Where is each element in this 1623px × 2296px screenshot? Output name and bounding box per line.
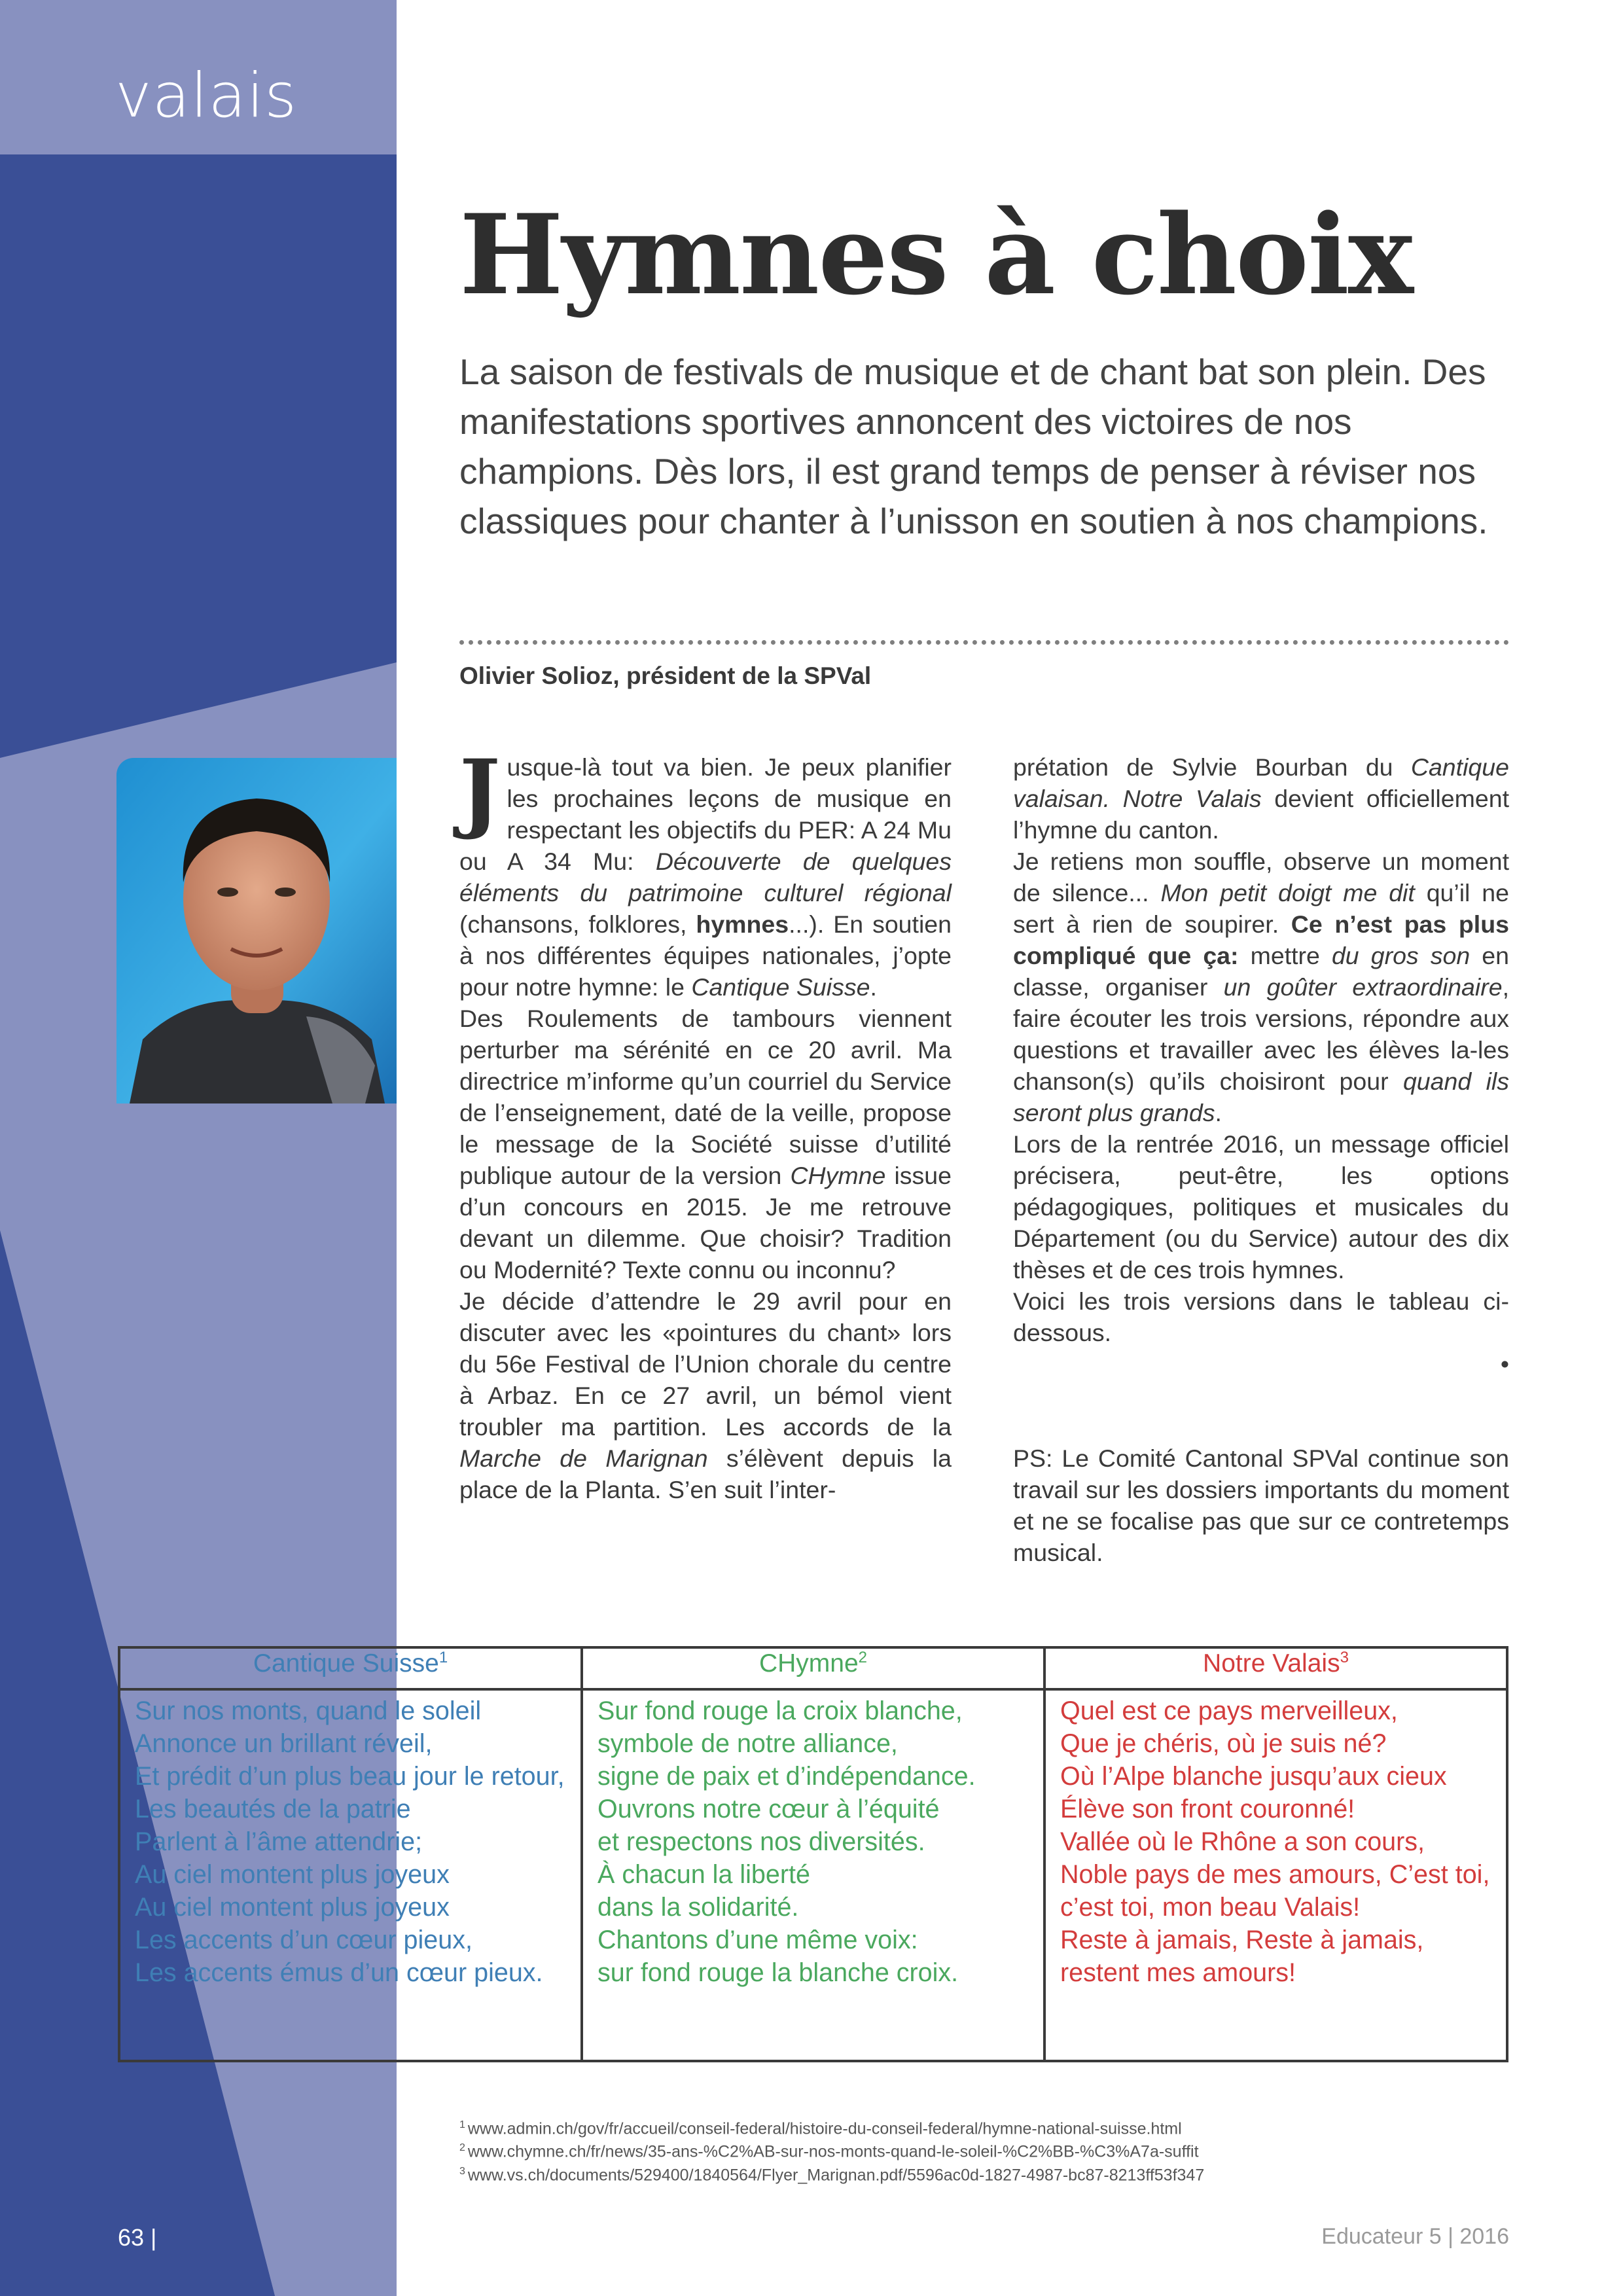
lyrics-notre-valais xyxy=(1044,1689,1507,2061)
article-column-1 xyxy=(459,741,952,1505)
lyric-line: signe de paix et d’indépendance. xyxy=(597,1762,976,1791)
footnote-ref: 1 xyxy=(438,1649,448,1666)
end-of-article-mark: • xyxy=(1500,1350,1509,1378)
text-run: qu’il ne sert à rien de soupirer. xyxy=(1013,879,1509,938)
paragraph: Lors de la rentrée 2016, un message officiel précisera, peut-être, les options pédagogiques, politiques et musicales du Département (ou du Service) autour des dix thèses et de ces trois hymnes. xyxy=(1013,1130,1509,1283)
paragraph xyxy=(1013,751,1509,846)
text-run: . xyxy=(870,973,877,1001)
lyric-line: Reste à jamais, Reste à jamais, restent mes amours! xyxy=(1060,1926,1424,1987)
footnote-link[interactable]: www.vs.ch/documents/529400/1840564/Flyer_Marignan.pdf/5596ac0d-1827-4987-bc87-8213ff53f347 xyxy=(467,2165,1205,2184)
lyric-line: Où l’Alpe blanche jusqu’aux cieux xyxy=(1060,1762,1447,1791)
text-run: issue d’un concours en 2015. Je me retrouve devant un dilemme. Que choisir? Tradition ou Modernité? Texte connu ou inconnu? xyxy=(459,1162,952,1283)
lyrics-chymne xyxy=(582,1689,1044,2061)
text-run: s’élèvent depuis la place de la Planta. S’en suit l’inter- xyxy=(459,1444,952,1503)
lyric-line: Noble pays de mes amours, C’est toi, c’est toi, mon beau Valais! xyxy=(1060,1860,1490,1922)
text-run: mettre xyxy=(1238,942,1332,969)
text-run-italic: un goûter extraordinaire xyxy=(1223,973,1503,1001)
paragraph xyxy=(459,1285,952,1505)
text-run: , faire écouter les trois versions, répondre aux questions et travailler avec les élèves la-les chanson(s) qu’ils choisiront pour xyxy=(1013,973,1509,1095)
text-run-bold: hymnes xyxy=(696,910,789,938)
footnote xyxy=(459,2138,1204,2161)
footnote-link[interactable]: www.admin.ch/gov/fr/accueil/conseil-federal/histoire-du-conseil-federal/hymne-national-suisse.html xyxy=(467,2119,1182,2138)
paragraph xyxy=(459,741,952,1003)
lead-paragraph: La saison de festivals de musique et de chant bat son plein. Des manifestations sportives annoncent des victoires de nos champions. Dès lors, il est grand temps de penser à réviser nos classiques pour chanter à l’unisson en soutien à nos champions. xyxy=(459,351,1488,541)
lyric-line: À chacun la liberté xyxy=(597,1860,810,1889)
lyric-line: Élève son front couronné! xyxy=(1060,1795,1355,1823)
text-run: . xyxy=(1215,1099,1222,1126)
lyric-line: Ouvrons notre cœur à l’équité xyxy=(597,1795,940,1823)
paragraph xyxy=(1013,1348,1509,1380)
lyric-line: dans la solidarité. xyxy=(597,1893,799,1922)
lyric-line: symbole de notre alliance, xyxy=(597,1729,898,1758)
text-run-italic: du gros son xyxy=(1331,942,1471,969)
footnote-ref: 2 xyxy=(858,1649,868,1666)
paragraph xyxy=(1013,1285,1509,1348)
footnote-number: 2 xyxy=(459,2142,465,2154)
text-run: usque-là tout va bien. Je peux planifier les prochaines leçons de musique en respectant les objectifs du PER: A 24 Mu ou A 34 Mu: xyxy=(459,753,952,875)
lyric-line: Les accents d’un cœur pieux, xyxy=(135,1926,473,1954)
lyric-line: Quel est ce pays merveilleux, xyxy=(1060,1696,1398,1725)
text-run: prétation de Sylvie Bourban du xyxy=(1013,753,1411,781)
footnote-number: 1 xyxy=(459,2119,465,2130)
article-title: Hymnes à choix xyxy=(459,190,1413,319)
lyric-line: Parlent à l’âme attendrie; xyxy=(135,1827,423,1856)
table-header-chymne xyxy=(582,1647,1044,1689)
header-label: Cantique Suisse xyxy=(253,1649,439,1677)
lyric-line: Chantons d’une même voix: xyxy=(597,1926,918,1954)
lyric-line: Au ciel montent plus joyeux xyxy=(135,1860,450,1889)
text-run: Je décide d’attendre le 29 avril pour en discuter avec les «pointures du chant» lors du 56e Festival de l’Union chorale du centre à Arbaz. En ce 27 avril, un bémol vient troubler ma partition. Les accords de la xyxy=(459,1287,952,1441)
author-byline: Olivier Solioz, président de la SPVal xyxy=(459,662,872,689)
photo-eye-right xyxy=(275,888,296,897)
footnote-ref: 3 xyxy=(1340,1649,1349,1666)
text-run: Des Roulements de tambours viennent perturber ma sérénité en ce 20 avril. Ma directrice m’informe qu’un courriel du Service de l’enseignement, daté de la veille, propose le message de la Société suisse d’utilité publique autour de la version xyxy=(459,1005,952,1189)
dotted-divider xyxy=(459,640,1509,645)
table-header-notre-valais xyxy=(1044,1647,1507,1689)
journal-issue: Educateur 5 | 2016 xyxy=(1321,2224,1509,2249)
header-label: CHymne xyxy=(758,1649,859,1677)
lyrics-cantique-suisse xyxy=(119,1689,582,2061)
photo-eye-left xyxy=(217,888,238,897)
author-photo xyxy=(116,758,397,1103)
page-number: 63 | xyxy=(118,2224,157,2251)
text-run: Je retiens mon souffle, observe un moment de silence... xyxy=(1013,848,1509,906)
footnote-number: 3 xyxy=(459,2165,465,2177)
text-run: (chansons, folklores, xyxy=(459,910,696,938)
table-header-cantique-suisse xyxy=(119,1647,582,1689)
text-run: devient officiellement l’hymne du canton. xyxy=(1013,785,1509,844)
lyric-line: Sur nos monts, quand le soleil xyxy=(135,1696,482,1725)
section-label: valais xyxy=(115,60,298,132)
lyric-line: sur fond rouge la blanche croix. xyxy=(597,1958,959,1987)
lyric-line: et respectons nos diversités. xyxy=(597,1827,925,1856)
lyric-line: Et prédit d’un plus beau jour le retour, xyxy=(135,1762,565,1791)
lyric-line: Que je chéris, où je suis né? xyxy=(1060,1729,1387,1758)
text-run-italic: Cantique valaisan. Notre Valais xyxy=(1013,753,1509,812)
text-run: Voici les trois versions dans le tableau ci-dessous. xyxy=(1013,1287,1509,1346)
text-run: ...). En soutien à nos différentes équipes nationales, j’opte pour notre hymne: le xyxy=(459,910,952,1001)
lyric-line: Vallée où le Rhône a son cours, xyxy=(1060,1827,1425,1856)
footnotes xyxy=(459,2115,1204,2185)
paragraph xyxy=(1013,846,1509,1128)
lyric-line: Les beautés de la patrie xyxy=(135,1795,411,1823)
portrait-image xyxy=(116,758,397,1103)
text-run-italic: Mon petit doigt me dit xyxy=(1160,879,1415,906)
lyric-line: Annonce un brillant réveil, xyxy=(135,1729,433,1758)
footnote xyxy=(459,2115,1204,2138)
paragraph xyxy=(459,1003,952,1285)
hymns-table xyxy=(118,1646,1508,2062)
article-column-2 xyxy=(1013,751,1509,1568)
lyric-line: Les accents émus d’un cœur pieux. xyxy=(135,1958,543,1987)
text-run-italic: Cantique Suisse xyxy=(691,973,870,1001)
text-run: en classe, organiser xyxy=(1013,942,1509,1001)
header-label: Notre Valais xyxy=(1203,1649,1340,1677)
text-run-italic: Marche de Marignan xyxy=(459,1444,708,1472)
text-run-italic: CHymne xyxy=(790,1162,886,1189)
footnote xyxy=(459,2162,1204,2185)
text-run-bold: Ce n’est pas plus compliqué que ça: xyxy=(1013,910,1509,969)
lyric-line: Au ciel montent plus joyeux xyxy=(135,1893,450,1922)
text-run-italic: quand ils seront plus grands xyxy=(1013,1067,1509,1126)
drop-cap: J xyxy=(459,741,501,842)
lyric-line: Sur fond rouge la croix blanche, xyxy=(597,1696,963,1725)
postscript: PS: Le Comité Cantonal SPVal continue son travail sur les dossiers importants du moment et ne se focalise pas que sur ce contretemps musical. xyxy=(1013,1444,1509,1566)
text-run-italic: Découverte de quelques éléments du patrimoine culturel régional xyxy=(459,848,952,906)
footnote-link[interactable]: www.chymne.ch/fr/news/35-ans-%C2%AB-sur-nos-monts-quand-le-soleil-%C2%BB-%C3%A7a-suffit xyxy=(467,2142,1199,2161)
